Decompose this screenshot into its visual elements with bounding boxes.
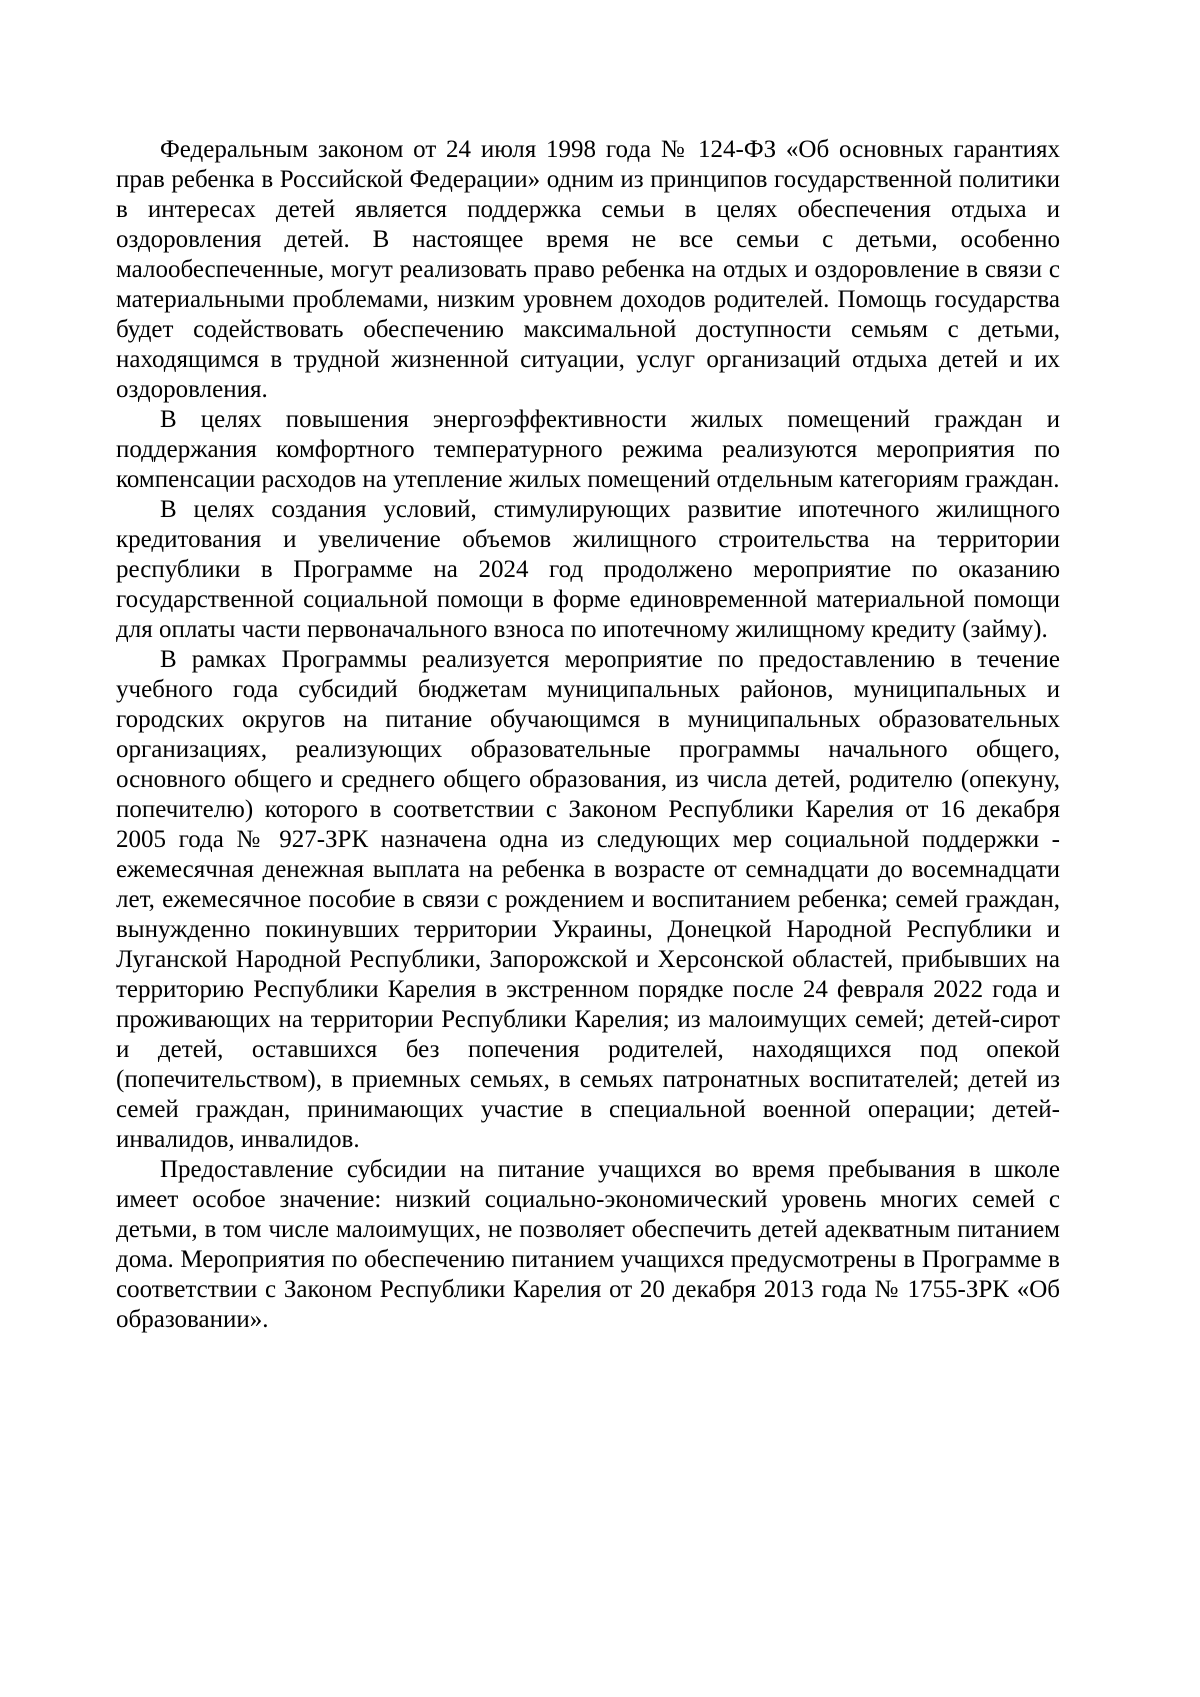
paragraph-energy-efficiency: В целях повышения энергоэффективности жилых помещений граждан и поддержания комфортного температурного режима реализуются мероприятия по компенсации расходов на утепление жилых помещений отдельным категориям граждан. [116, 406, 1060, 493]
paragraph-meals-significance: Предоставление субсидии на питание учащихся во время пребывания в школе имеет особое значение: низкий социально-экономический уровень многих семей с детьми, в том числе малоимущих, не позволяет обеспечить детей адекватным питанием дома. Мероприятия по обеспечению питанием учащихся предусмотрены в Программе в соответствии с Законом Республики Карелия от 20 декабря 2013 года № 1755-ЗРК «Об образовании». [116, 1156, 1060, 1333]
paragraph-mortgage-assistance: В целях создания условий, стимулирующих развитие ипотечного жилищного кредитования и увеличение объемов жилищного строительства на территории республики в Программе на 2024 год продолжено мероприятие по оказанию государственной социальной помощи в форме единовременной материальной помощи для оплаты части первоначального взноса по ипотечному жилищному кредиту (займу). [116, 496, 1060, 643]
paragraph-children-recreation: Федеральным законом от 24 июля 1998 года № 124-ФЗ «Об основных гарантиях прав ребенка в Российской Федерации» одним из принципов государственной политики в интересах детей является поддержка семьи в целях обеспечения отдыха и оздоровления детей. В настоящее время не все семьи с детьми, особенно малообеспеченные, могут реализовать право ребенка на отдых и оздоровление в связи с материальными проблемами, низким уровнем доходов родителей. Помощь государства будет содействовать обеспечению максимальной доступности семьям с детьми, находящимся в трудной жизненной ситуации, услуг организаций отдыха детей и их оздоровления. [116, 136, 1060, 403]
document-page [116, 135, 1060, 1335]
paragraph-school-meals-subsidy: В рамках Программы реализуется мероприятие по предоставлению в течение учебного года субсидий бюджетам муниципальных районов, муниципальных и городских округов на питание обучающимся в муниципальных образовательных организациях, реализующих образовательные программы начального общего, основного общего и среднего общего образования, из числа детей, родителю (опекуну, попечителю) которого в соответствии с Законом Республики Карелия от 16 декабря 2005 года № 927-ЗРК назначена одна из следующих мер социальной поддержки - ежемесячная денежная выплата на ребенка в возрасте от семнадцати до восемнадцати лет, ежемесячное пособие в связи с рождением и воспитанием ребенка; семей граждан, вынужденно покинувших территории Украины, Донецкой Народной Республики и Луганской Народной Республики, Запорожской и Херсонской областей, прибывших на территорию Республики Карелия в экстренном порядке после 24 февраля 2022 года и проживающих на территории Республики Карелия; из малоимущих семей; детей-сирот и детей, оставшихся без попечения родителей, находящихся под опекой (попечительством), в приемных семьях, в семьях патронатных воспитателей; детей из семей граждан, принимающих участие в специальной военной операции; детей-инвалидов, инвалидов. [116, 646, 1060, 1153]
